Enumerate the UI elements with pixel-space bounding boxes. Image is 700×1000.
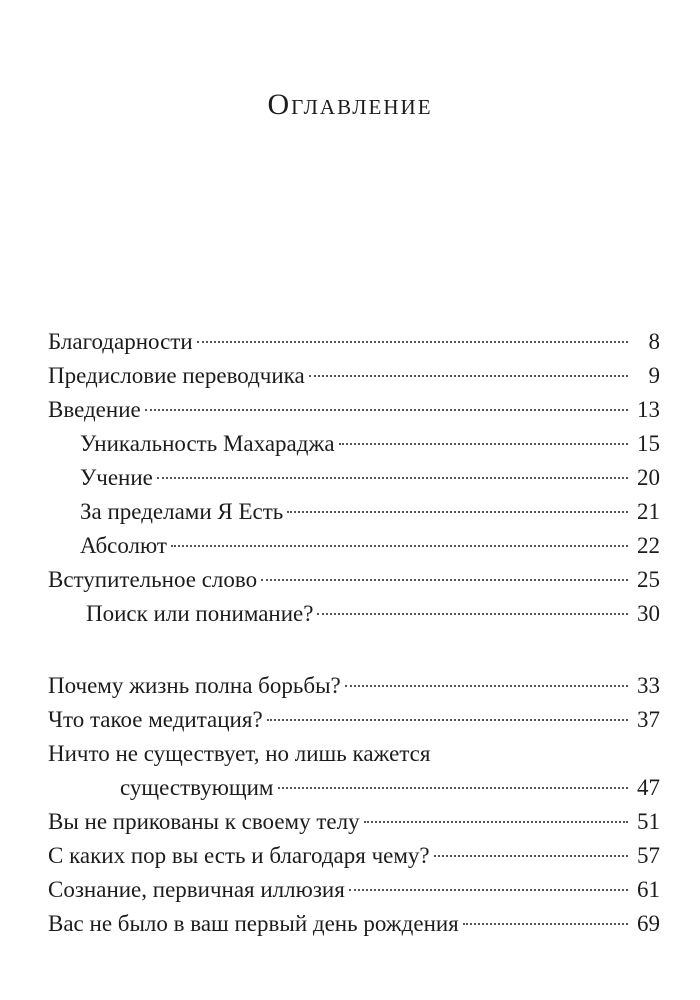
toc-entry-label: С каких пор вы есть и благодаря чему?: [48, 843, 430, 868]
toc-entry-introduction[interactable]: [48, 393, 660, 427]
toc-entry-label: Ничто не существует, но лишь кажется: [48, 741, 431, 766]
toc-entry-label: Уникальность Махараджа: [80, 431, 335, 456]
dot-leader: [345, 684, 628, 687]
toc-page-number: 51: [637, 809, 660, 834]
toc-page-number: 69: [637, 911, 660, 936]
toc-entry-label: Что такое медитация?: [48, 707, 263, 732]
toc-page-number: 47: [637, 775, 660, 800]
toc-page-number: 21: [637, 499, 660, 524]
dot-leader: [267, 718, 628, 721]
toc-entry-opening-word[interactable]: [48, 563, 660, 597]
dot-leader: [145, 408, 628, 411]
toc-entry-chapter[interactable]: [48, 873, 660, 907]
toc-entry-label-continued: существующим: [120, 775, 274, 800]
toc-entry-label: Абсолют: [80, 533, 167, 558]
toc-page-number: 30: [637, 601, 660, 626]
toc-page-number: 9: [648, 363, 660, 388]
dot-leader: [157, 476, 628, 479]
toc-page-number: 8: [648, 329, 660, 354]
toc-entry-chapter[interactable]: [48, 737, 660, 771]
toc-page-number: 57: [637, 843, 660, 868]
toc-entry-label: За пределами Я Есть: [80, 499, 284, 524]
toc-entry-chapter[interactable]: [48, 669, 660, 703]
toc-entry-label: Предисловие переводчика: [48, 363, 305, 388]
toc-entry-label: Учение: [80, 465, 153, 490]
dot-leader: [197, 340, 628, 343]
dot-leader: [261, 578, 628, 581]
toc-page-number: 13: [637, 397, 660, 422]
table-of-contents: [48, 325, 660, 941]
dot-leader: [434, 854, 628, 857]
dot-leader: [278, 786, 629, 789]
toc-entry-label: Поиск или понимание?: [86, 601, 314, 626]
toc-entry-label: Вы не прикованы к своему телу: [48, 809, 360, 834]
section-gap: [48, 631, 660, 669]
toc-page-number: 22: [637, 533, 660, 558]
toc-entry-search-or-understanding[interactable]: [48, 597, 660, 631]
toc-entry-label: Сознание, первичная иллюзия: [48, 877, 345, 902]
toc-page-number: 20: [637, 465, 660, 490]
toc-entry-label: Почему жизнь полна борьбы?: [48, 673, 341, 698]
toc-page-number: 25: [637, 567, 660, 592]
dot-leader: [364, 820, 628, 823]
page-title: Оглавление: [267, 88, 433, 121]
toc-entry-teaching[interactable]: [48, 461, 660, 495]
toc-entry-translator-preface[interactable]: [48, 359, 660, 393]
toc-entry-absolute[interactable]: [48, 529, 660, 563]
toc-entry-label: Благодарности: [48, 329, 193, 354]
toc-page-number: 15: [637, 431, 660, 456]
toc-page-number: 37: [637, 707, 660, 732]
toc-page-number: 61: [637, 877, 660, 902]
dot-leader: [339, 442, 628, 445]
toc-entry-acknowledgements[interactable]: [48, 325, 660, 359]
dot-leader: [463, 922, 628, 925]
toc-page-number: 33: [637, 673, 660, 698]
toc-entry-chapter[interactable]: [48, 805, 660, 839]
toc-entry-label: Вас не было в ваш первый день рождения: [48, 911, 459, 936]
toc-entry-label: Введение: [48, 397, 141, 422]
dot-leader: [287, 510, 628, 513]
dot-leader: [309, 374, 628, 377]
dot-leader: [317, 612, 628, 615]
toc-entry-beyond-i-am[interactable]: [48, 495, 660, 529]
dot-leader: [349, 888, 628, 891]
toc-entry-label: Вступительное слово: [48, 567, 258, 592]
toc-entry-chapter[interactable]: [48, 907, 660, 941]
toc-entry-chapter-continued[interactable]: [48, 771, 660, 805]
toc-entry-chapter[interactable]: [48, 703, 660, 737]
toc-entry-chapter[interactable]: [48, 839, 660, 873]
toc-entry-uniqueness[interactable]: [48, 427, 660, 461]
dot-leader: [171, 544, 628, 547]
